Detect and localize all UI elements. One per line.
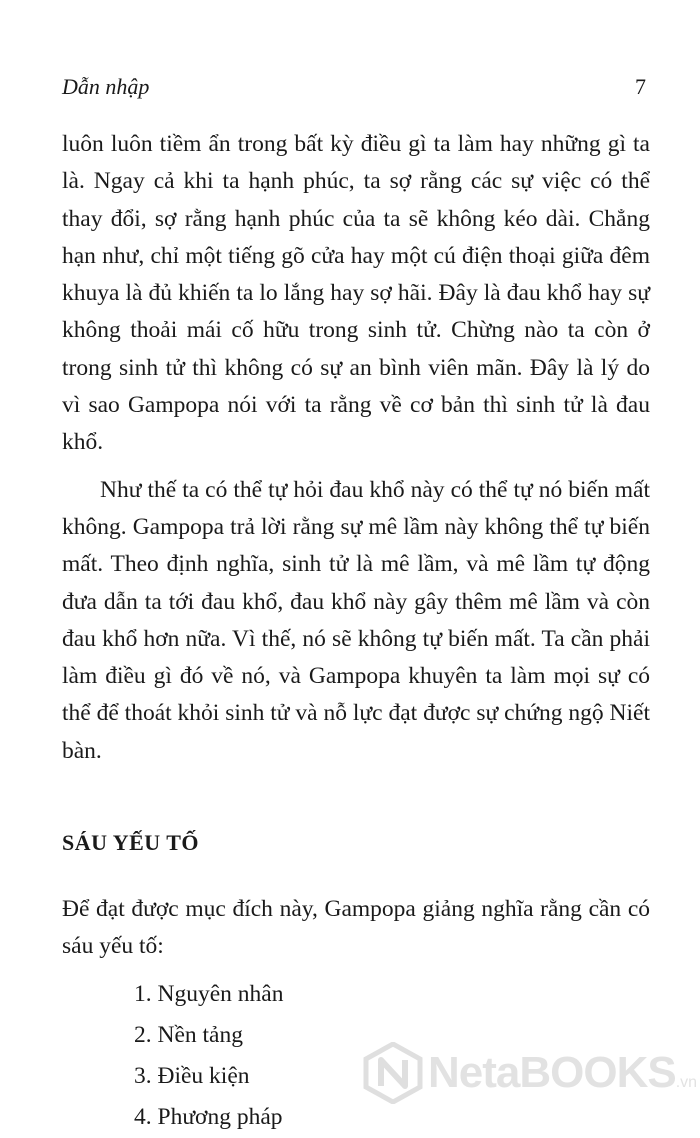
watermark [362,1040,698,1110]
paragraph-continuation: luôn luôn tiềm ẩn trong bất kỳ điều gì ta làm hay những gì ta là. Ngay cả khi ta hạnh phúc, ta sợ rằng các sự việc có thể thay đổi, sợ rằng hạnh phúc của ta sẽ không kéo dài. Chẳng hạn như, chỉ một tiếng gõ cửa hay một cú điện thoại giữa đêm khuya là đủ khiến ta lo lắng hay sợ hãi. Đây là đau khổ hay sự không thoải mái cố hữu trong sinh tử. Chừng nào ta còn ở trong sinh tử thì không có sự an bình viên mãn. Đây là lý do vì sao Gampopa nói với ta rằng về cơ bản thì sinh tử là đau khổ. [62,131,650,456]
watermark-suffix: .vn [675,1074,698,1091]
list-item: 1. Nguyên nhân [134,980,284,1007]
watermark-brand: NetaBOOKS [428,1048,676,1097]
running-title: Dẫn nhập [62,74,150,99]
paragraph: Như thế ta có thể tự hỏi đau khổ này có thể tự nó biến mất không. Gampopa trả lời rằng sự mê lầm này không thể tự biến mất. Theo định nghĩa, sinh tử là mê lầm, và mê lầm tự động đưa dẫn ta tới đau khổ, đau khổ này gây thêm mê lầm và còn đau khổ hơn nữa. Vì thế, nó sẽ không tự biến mất. Ta cần phải làm điều gì đó về nó, và Gampopa khuyên ta làm mọi sự có thể để thoát khỏi sinh tử và nỗ lực đạt được sự chứng ngộ Niết bàn. [62,476,650,764]
watermark-text [428,1048,697,1098]
page-number: 7 [635,74,646,99]
section-intro: Để đạt được mục đích này, Gampopa giảng nghĩa rằng cần có sáu yếu tố: [62,896,650,960]
list-item: 3. Điều kiện [134,1062,250,1089]
list-item: 4. Phương pháp [134,1103,283,1130]
netabooks-logo-icon [362,1042,424,1104]
page-body [62,126,650,1138]
section-heading: SÁU YẾU TỐ [62,830,200,856]
running-header [62,74,646,104]
list-item: 2. Nền tảng [134,1021,243,1048]
